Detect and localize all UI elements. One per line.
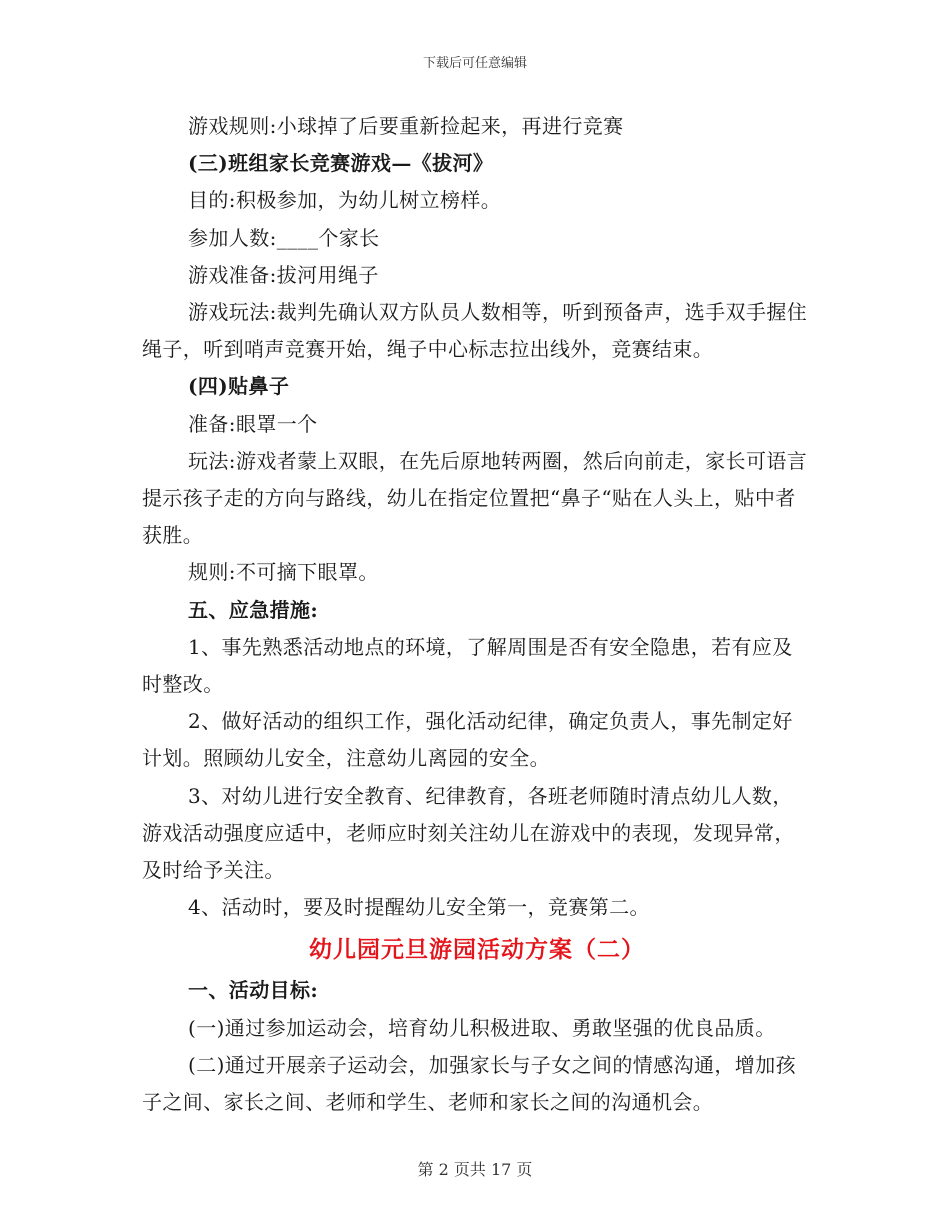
page-header: 下载后可任意编辑 (422, 56, 527, 71)
paragraph-measure-3: 3、对幼儿进行安全教育、纪律教育，各班老师随时清点幼儿人数，游戏活动强度应适中，老师应时刻关注幼儿在游戏中的表现，发现异常，及时给予关注。 (142, 783, 795, 883)
page-footer: 第 2 页共 17 页 (417, 1160, 533, 1179)
paragraph-measure-1: 1、事先熟悉活动地点的环境，了解周围是否有安全隐患，若有应及时整改。 (142, 634, 793, 697)
section-title: 幼儿园元旦游园活动方案（二） (309, 936, 645, 964)
paragraph-nose-preparation: 准备:眼罩一个 (188, 411, 318, 436)
paragraph-purpose: 目的:积极参加，为幼儿树立榜样。 (188, 188, 502, 213)
paragraph-goal-1: (一)通过参加运动会，培育幼儿积极进取、勇敢坚强的优良品质。 (188, 1015, 776, 1040)
paragraph-measure-2: 2、做好活动的组织工作，强化活动纪律，确定负责人，事先制定好计划。照顾幼儿安全，注意幼儿离园的安全。 (142, 709, 793, 771)
heading-tug-of-war: (三)班组家长竞赛游戏—《拔河》 (188, 151, 494, 176)
paragraph-measure-4: 4、活动时，要及时提醒幼儿安全第一，竞赛第二。 (188, 895, 650, 920)
heading-stick-nose: (四)贴鼻子 (188, 374, 290, 399)
paragraph-nose-rules: 规则:不可摘下眼罩。 (188, 560, 379, 585)
paragraph-preparation: 游戏准备:拔河用绳子 (188, 262, 379, 287)
paragraph-gameplay: 游戏玩法:裁判先确认双方队员人数相等，听到预备声，选手双手握住绳子，听到哨声竞赛开始，绳子中心标志拉出线外，竞赛结束。 (142, 300, 808, 362)
paragraph-nose-gameplay: 玩法:游戏者蒙上双眼，在先后原地转两圈，然后向前走，家长可语言提示孩子走的方向与路线，幼儿在指定位置把“鼻子“贴在人头上，贴中者获胜。 (142, 448, 808, 548)
heading-activity-goals: 一、活动目标: (188, 978, 319, 1003)
document-body (142, 108, 812, 1121)
paragraph-game-rules: 游戏规则:小球掉了后要重新捡起来，再进行竞赛 (188, 114, 624, 138)
heading-emergency-measures: 五、应急措施: (188, 597, 319, 622)
paragraph-participants: 参加人数:____个家长 (188, 225, 380, 250)
paragraph-goal-2: (二)通过开展亲子运动会，加强家长与子女之间的情感沟通，增加孩子之间、家长之间、老师和学生、老师和家长之间的沟通机会。 (142, 1052, 797, 1115)
